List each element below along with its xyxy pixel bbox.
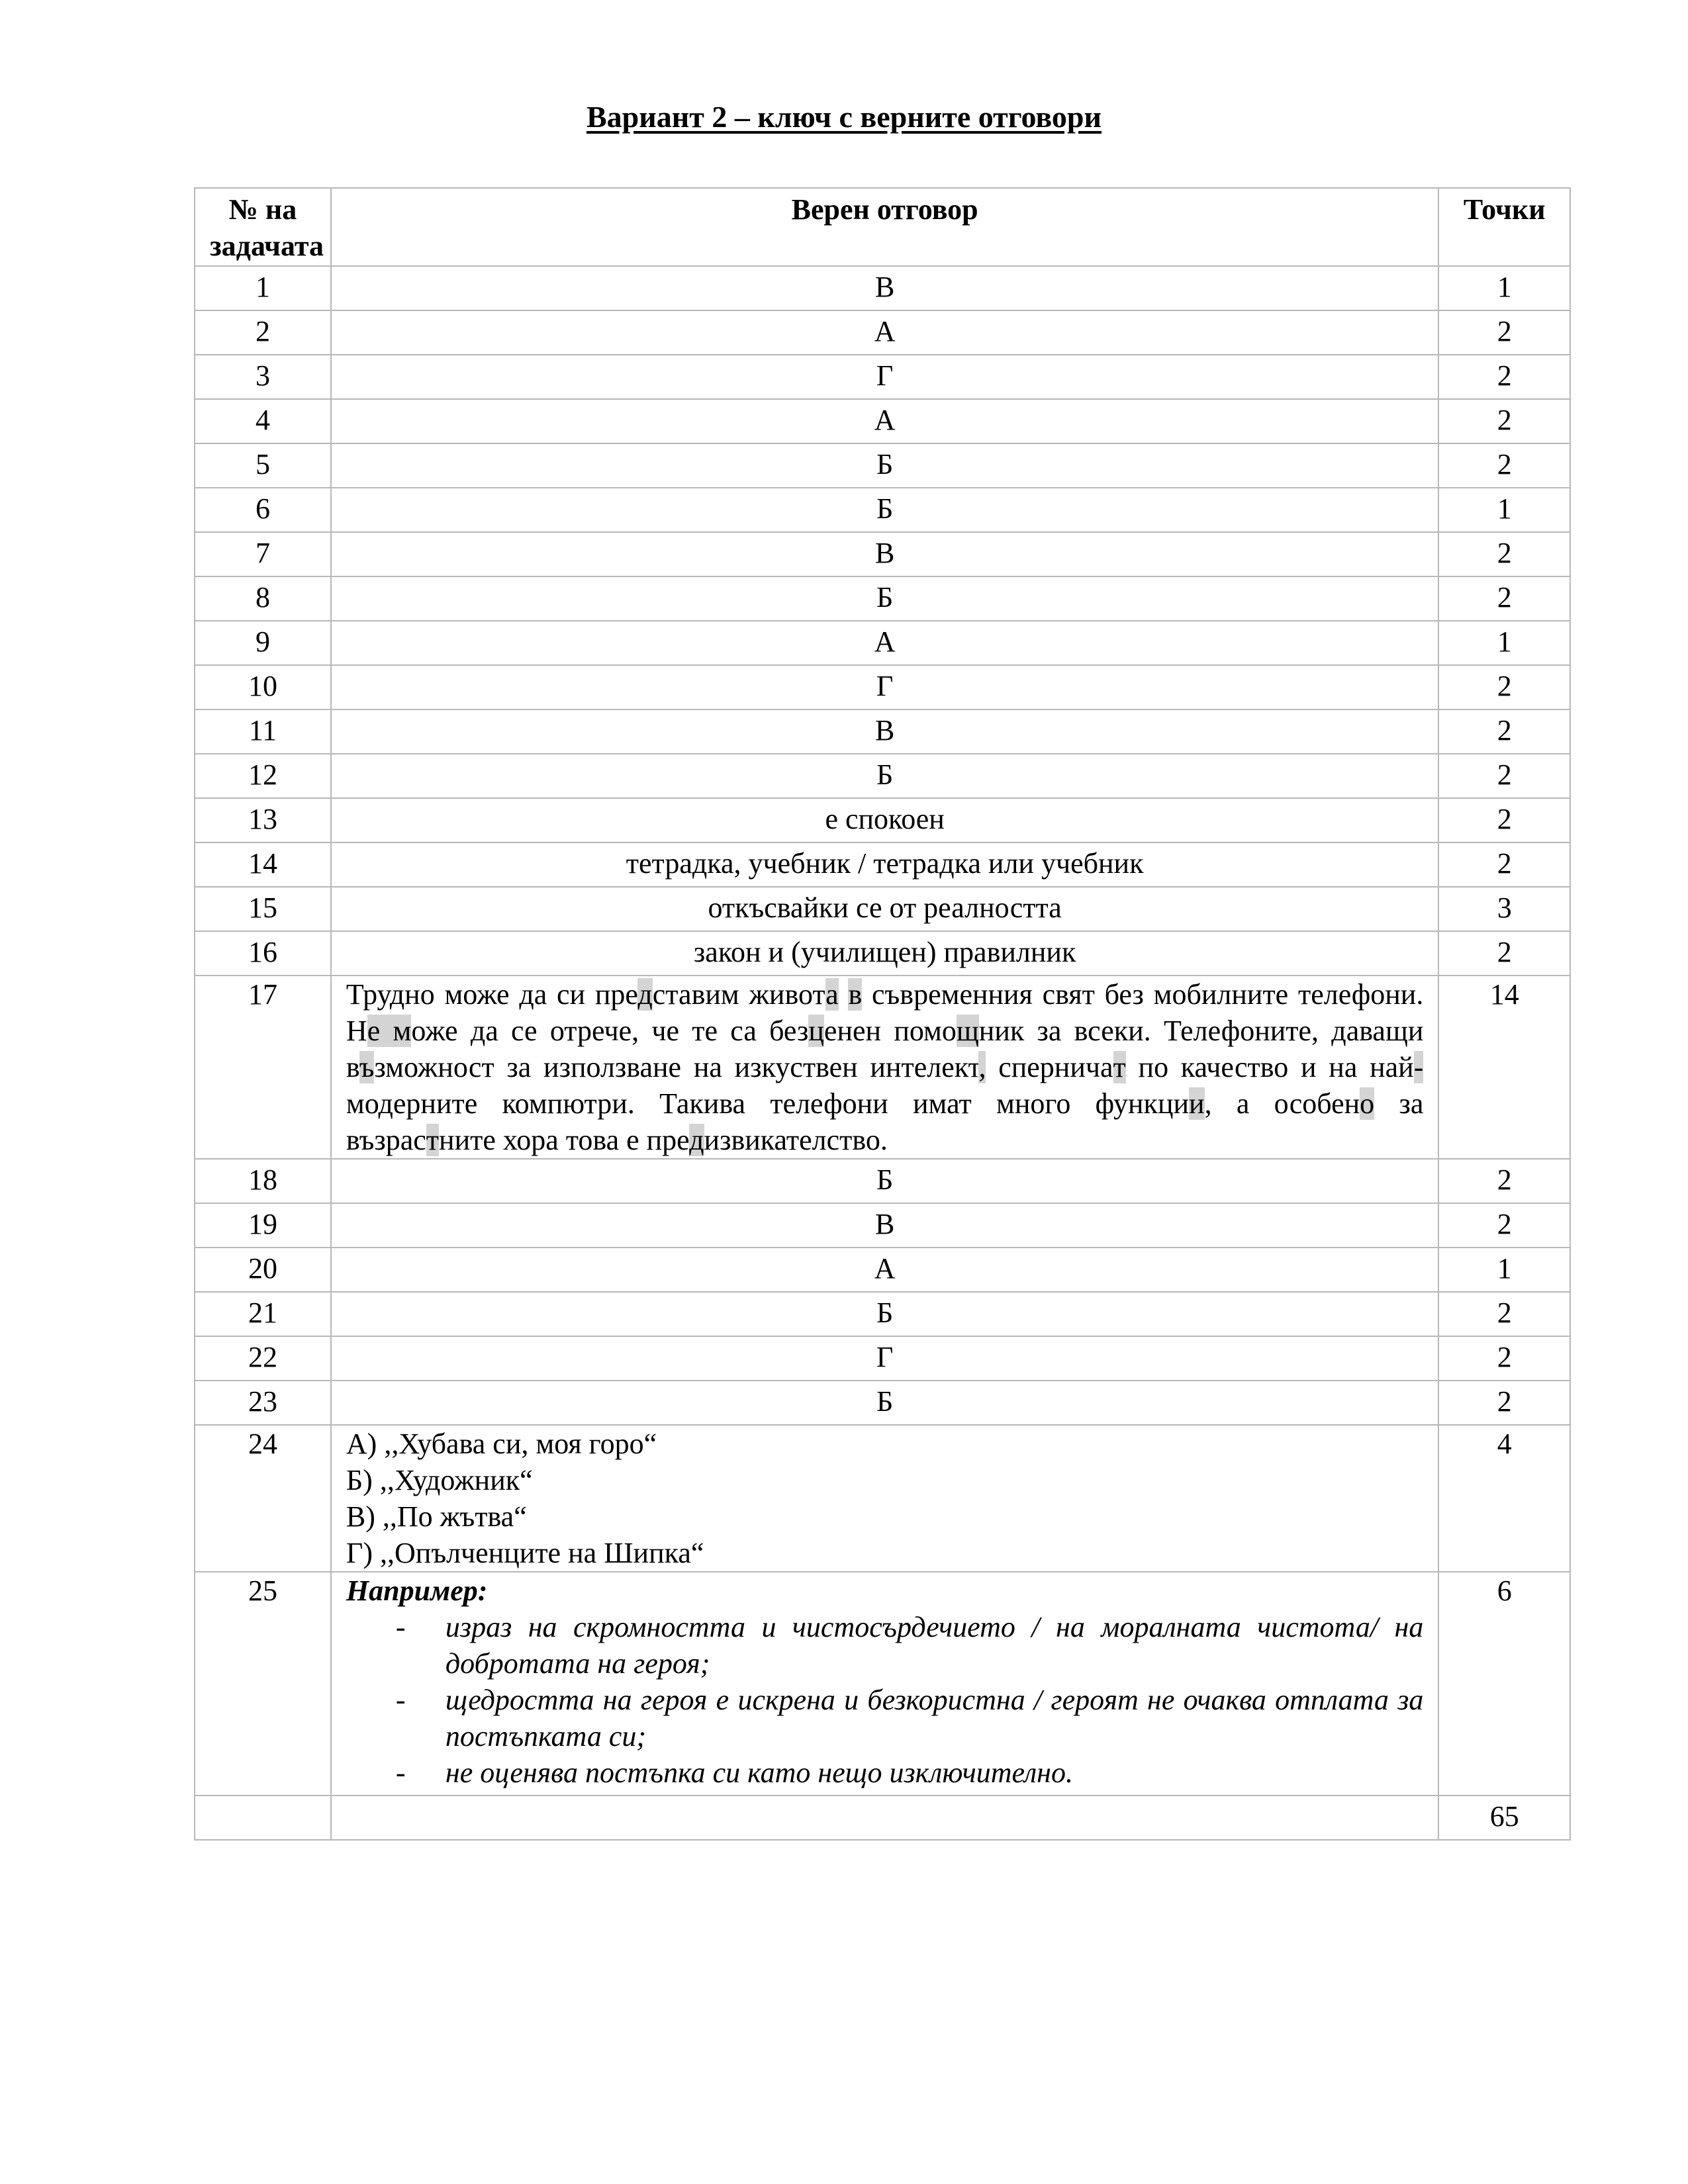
correct-answer: тетрадка, учебник / тетрадка или учебник (331, 842, 1438, 887)
correct-answer: е спокоен (331, 798, 1438, 842)
correct-answer: В (331, 266, 1438, 310)
task-number: 1 (195, 266, 331, 310)
table-row-16 (195, 931, 1570, 976)
task-number: 6 (195, 488, 331, 532)
correct-answer: А (331, 621, 1438, 665)
task-number: 10 (195, 665, 331, 709)
text-segment: ник за всеки. Телефоните, даващи в (346, 1015, 1424, 1083)
task-number: 23 (195, 1381, 331, 1425)
task-points: 2 (1438, 576, 1570, 621)
task-number: 16 (195, 931, 331, 976)
header-points: Точки (1438, 188, 1570, 266)
example-heading: Например: (346, 1574, 488, 1607)
task-points: 2 (1438, 842, 1570, 887)
table-row-23 (195, 1381, 1570, 1425)
task-points: 3 (1438, 887, 1570, 931)
task-number: 4 (195, 399, 331, 443)
text-segment: енен помо (823, 1015, 957, 1047)
table-row-21 (195, 1292, 1570, 1336)
rows-group-1 (195, 266, 1570, 976)
table-row-8 (195, 576, 1570, 621)
correct-answer: закон и (училищен) правилник (331, 931, 1438, 976)
example-item: - щедростта на героя е искрена и безкористна / героят не очаква отплата за постъпката си; (346, 1682, 1423, 1754)
correct-answer: А (331, 1248, 1438, 1292)
example-item: - не оценява постъпка си като нещо изключително. (346, 1754, 1423, 1791)
task-number: 21 (195, 1292, 331, 1336)
correct-answer: Г (331, 355, 1438, 399)
header-task-number-line1: № на (228, 193, 297, 226)
correct-answer: В (331, 1203, 1438, 1248)
correct-answer: А (331, 399, 1438, 443)
rows-group-2 (195, 1159, 1570, 1425)
header-correct-answer: Верен отговор (331, 188, 1438, 266)
table-row-17 (195, 976, 1570, 1159)
task-points: 2 (1438, 1381, 1570, 1425)
task-points: 2 (1438, 931, 1570, 976)
task-points: 1 (1438, 621, 1570, 665)
empty-cell (195, 1796, 331, 1840)
page-title: Вариант 2 – ключ с верните отговори (586, 100, 1102, 134)
correction-mark: - (1413, 1051, 1424, 1083)
correct-answer: Б (331, 576, 1438, 621)
task-points: 2 (1438, 355, 1570, 399)
example-item: - израз на скромността и чистосърдечието / на моралната чистота/ на добротата на героя; (346, 1609, 1423, 1682)
task-points: 2 (1438, 709, 1570, 754)
text-segment: ставим живот (652, 978, 826, 1011)
task-number: 9 (195, 621, 331, 665)
task-number: 13 (195, 798, 331, 842)
task-number: 22 (195, 1336, 331, 1381)
task-number: 7 (195, 532, 331, 576)
text-segment: Трудно може да си пре (346, 978, 638, 1011)
correct-answer: Б (331, 443, 1438, 488)
text-segment: извикателство. (704, 1124, 888, 1156)
table-row-20 (195, 1248, 1570, 1292)
task-points: 4 (1438, 1425, 1570, 1572)
correction-mark: а (825, 978, 839, 1011)
task-number: 20 (195, 1248, 331, 1292)
correct-answer: Б (331, 1381, 1438, 1425)
correction-mark: т (426, 1124, 440, 1156)
task-number: 12 (195, 754, 331, 798)
correction-mark: ц (808, 1015, 824, 1047)
task-number: 18 (195, 1159, 331, 1203)
correction-mark: щ (956, 1015, 979, 1047)
table-row-3 (195, 355, 1570, 399)
task-points: 2 (1438, 399, 1570, 443)
answer-key-table (194, 187, 1571, 1841)
task-points: 2 (1438, 532, 1570, 576)
task-number: 25 (195, 1572, 331, 1796)
task-number: 8 (195, 576, 331, 621)
task-number: 19 (195, 1203, 331, 1248)
task-points: 2 (1438, 665, 1570, 709)
table-row-4 (195, 399, 1570, 443)
table-row-24 (195, 1425, 1570, 1572)
correct-answer: Б (331, 488, 1438, 532)
table-row-1 (195, 266, 1570, 310)
correct-answer: Б (331, 754, 1438, 798)
text-segment: по качество и на най (1125, 1051, 1414, 1083)
task-number: 15 (195, 887, 331, 931)
matching-line: Г) ,,Опълченците на Шипка“ (346, 1537, 704, 1569)
rows-group-24-25 (195, 1425, 1570, 1840)
table-row-7 (195, 532, 1570, 576)
total-points: 65 (1438, 1796, 1570, 1840)
text-segment: съвременния свят без мобилните телефони. Н (346, 978, 1424, 1047)
table-row-2 (195, 310, 1570, 355)
task-points: 1 (1438, 488, 1570, 532)
matching-line: Б) ,,Художник“ (346, 1464, 533, 1496)
task-number: 14 (195, 842, 331, 887)
task-number: 24 (195, 1425, 331, 1572)
correct-answer: откъсвайки се от реалността (331, 887, 1438, 931)
correct-answer: Г (331, 1336, 1438, 1381)
task-number: 2 (195, 310, 331, 355)
task-points: 1 (1438, 1248, 1570, 1292)
text-segment: сперничa (986, 1051, 1113, 1083)
rows-group-17 (195, 976, 1570, 1159)
correct-answer: Б (331, 1292, 1438, 1336)
correction-mark: е м (367, 1015, 412, 1047)
table-row-19 (195, 1203, 1570, 1248)
table-row-9 (195, 621, 1570, 665)
essay-answer-text (331, 976, 1438, 1159)
table-row-15 (195, 887, 1570, 931)
header-task-number (195, 188, 331, 266)
example-answers (331, 1572, 1438, 1796)
table-row-total (195, 1796, 1570, 1840)
table-row-5 (195, 443, 1570, 488)
task-points: 2 (1438, 1336, 1570, 1381)
task-number: 3 (195, 355, 331, 399)
task-points: 2 (1438, 754, 1570, 798)
task-points: 2 (1438, 310, 1570, 355)
correction-mark: д (637, 978, 653, 1011)
correction-mark: , (978, 1051, 986, 1083)
correction-mark: т (1113, 1051, 1126, 1083)
correct-answer: Б (331, 1159, 1438, 1203)
task-number: 17 (195, 976, 331, 1159)
table-row-11 (195, 709, 1570, 754)
text-segment: оже да се отрече, че те са без (411, 1015, 809, 1047)
task-points: 1 (1438, 266, 1570, 310)
example-list (346, 1609, 1423, 1795)
table-row-25 (195, 1572, 1570, 1796)
correction-mark: и (1189, 1087, 1205, 1120)
correct-answer: А (331, 310, 1438, 355)
text-segment: модерните компютри. Такива телефони имат много функци (346, 1087, 1190, 1120)
task-points: 2 (1438, 1292, 1570, 1336)
task-points: 2 (1438, 443, 1570, 488)
table-row-14 (195, 842, 1570, 887)
task-points: 6 (1438, 1572, 1570, 1796)
table-row-10 (195, 665, 1570, 709)
task-points: 2 (1438, 1203, 1570, 1248)
table-row-22 (195, 1336, 1570, 1381)
text-segment: зможност за използване на изкуствен интелект (374, 1051, 979, 1083)
correction-mark: д (689, 1124, 704, 1156)
task-number: 5 (195, 443, 331, 488)
correction-mark: в (848, 978, 863, 1011)
table-header-row (195, 188, 1570, 266)
matching-answers (331, 1425, 1438, 1572)
text-segment: , а особен (1204, 1087, 1360, 1120)
table-row-6 (195, 488, 1570, 532)
table-row-13 (195, 798, 1570, 842)
text-segment: за възрас (346, 1087, 1424, 1156)
task-points: 2 (1438, 798, 1570, 842)
table-row-12 (195, 754, 1570, 798)
header-task-number-line2: задачата (210, 230, 324, 262)
matching-line: А) ,,Хубава си, моя горо“ (346, 1428, 657, 1460)
table-row-18 (195, 1159, 1570, 1203)
empty-cell (331, 1796, 1438, 1840)
text-segment (839, 978, 849, 1011)
text-segment: ните хора това е пре (439, 1124, 690, 1156)
task-points: 2 (1438, 1159, 1570, 1203)
task-number: 11 (195, 709, 331, 754)
matching-line: В) ,,По жътва“ (346, 1500, 527, 1533)
task-points: 14 (1438, 976, 1570, 1159)
correct-answer: В (331, 532, 1438, 576)
correction-mark: ъ (359, 1051, 375, 1083)
correction-mark: о (1360, 1087, 1375, 1120)
correct-answer: Г (331, 665, 1438, 709)
correct-answer: В (331, 709, 1438, 754)
